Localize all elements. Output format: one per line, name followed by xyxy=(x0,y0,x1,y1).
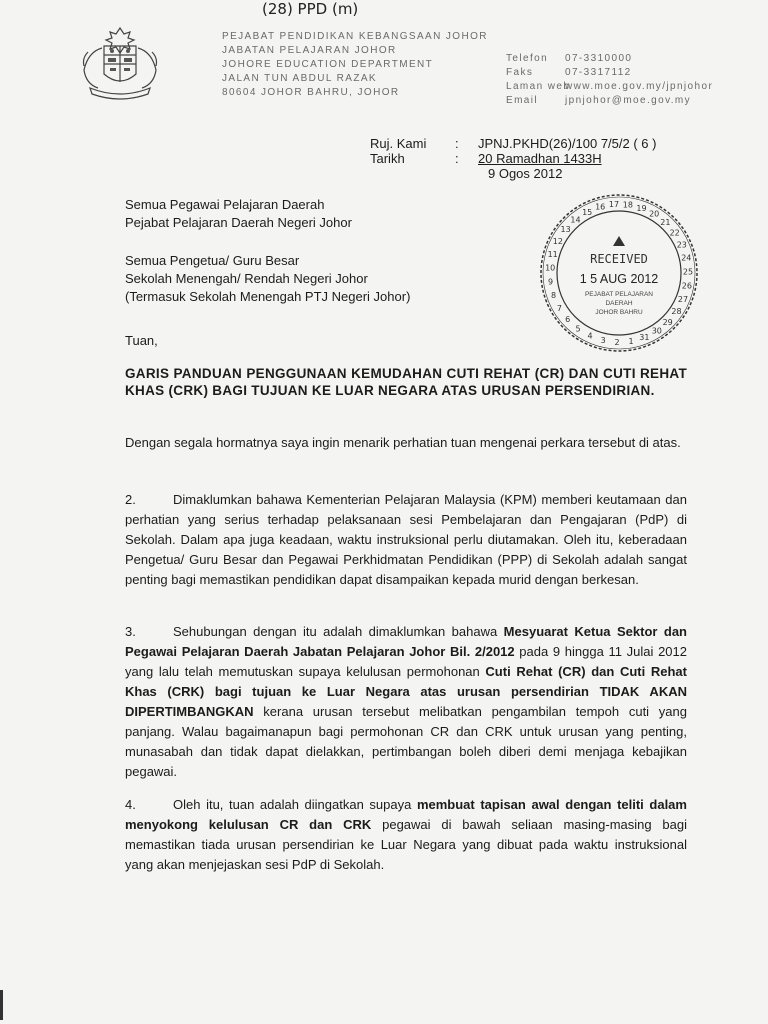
paragraph-2 xyxy=(125,490,687,590)
stamp-ring-number: 2 xyxy=(614,338,620,347)
tarikh-masihi: 9 Ogos 2012 xyxy=(488,166,563,181)
contact-value: jpnjohor@moe.gov.my xyxy=(565,95,692,106)
stamp-ring-number: 21 xyxy=(660,217,671,227)
paragraph-4 xyxy=(125,795,687,875)
contact-value: www.moe.gov.my/jpnjohor xyxy=(565,81,714,92)
contact-value: 07-3310000 xyxy=(565,53,633,64)
recipient-line: Semua Pengetua/ Guru Besar xyxy=(125,253,300,268)
letterhead-organization xyxy=(222,30,488,100)
recipient-line: Semua Pegawai Pelajaran Daerah xyxy=(125,197,325,212)
stamp-line: PEJABAT PELAJARAN xyxy=(584,291,654,298)
stamp-ring-number: 15 xyxy=(582,207,593,217)
contact-label: Faks xyxy=(506,67,534,78)
stamp-ring-number: 19 xyxy=(636,203,647,213)
stamp-ring-number: 9 xyxy=(547,277,554,287)
stamp-ring-number: 11 xyxy=(547,249,558,259)
arrow-up-icon xyxy=(613,236,625,246)
stamp-ring-number: 31 xyxy=(639,333,650,343)
recipient-line: Pejabat Pelajaran Daerah Negeri Johor xyxy=(125,215,352,230)
stamp-ring-number: 23 xyxy=(676,240,687,250)
stamp-ring-number: 22 xyxy=(669,228,680,238)
stamp-ring-number: 18 xyxy=(622,200,633,210)
intro-paragraph: Dengan segala hormatnya saya ingin menarik perhatian tuan mengenai perkara tersebut di atas. xyxy=(125,435,681,450)
paragraph-3 xyxy=(125,622,687,782)
contact-label: Email xyxy=(506,95,539,106)
colon: : xyxy=(455,151,459,166)
paragraph-text: kerana urusan tersebut melibatkan pengambilan tempoh cuti yang panjang. Walau bagaimanapun bagi permohonan CR dan CRK untuk urusan yang penting, munasabah dan tidak dapat dielakkan, pertimbangan boleh diberi demi menjaga kebajikan pegawai. xyxy=(125,704,687,779)
stamp-ring-number: 20 xyxy=(649,209,660,219)
stamp-ring-number: 24 xyxy=(681,253,692,263)
paragraph-number: 4. xyxy=(125,797,136,812)
contact-label: Telefon xyxy=(506,53,549,64)
stamp-ring-number: 29 xyxy=(662,317,673,327)
paragraph-bold-text: membuat tapisan awal dengan teliti dalam menyokong kelulusan CR dan CRK xyxy=(125,797,687,832)
paragraph-text: pegawai di bawah seliaan masing-masing bagi memastikan tiada urusan persendirian ke Luar Negara yang dibuat pada waktu instruksional yang akan menjejaskan sesi PdP di Sekolah. xyxy=(125,817,687,872)
stamp-ring-number: 26 xyxy=(681,281,692,291)
stamp-ring-number: 1 xyxy=(628,337,634,346)
letterhead-line: JALAN TUN ABDUL RAZAK xyxy=(222,73,377,84)
letterhead-contact-values xyxy=(565,52,713,108)
reference-colons xyxy=(455,136,459,166)
paragraph-text: Dimaklumkan bahawa Kementerian Pelajaran Malaysia (KPM) memberi keutamaan dan perhatian yang serius terhadap pelaksanaan sesi Pembelajaran dan Pengajaran (PdP) di Sekolah. Dalam apa juga keadaan, waktu instruksional perlu diutamakan. Oleh itu, keberadaan Pengetua/ Guru Besar dan Pegawai Perkhidmatan Pendidikan (PPP) di Sekolah adalah sangat penting bagi memastikan pendidikan dapat disampaikan kepada murid dengan berkesan. xyxy=(125,492,687,587)
tarikh-hijri: 20 Ramadhan 1433H xyxy=(478,151,602,166)
stamp-ring-number: 8 xyxy=(551,291,557,301)
recipient-line: (Termasuk Sekolah Menengah PTJ Negeri Johor) xyxy=(125,289,411,304)
stamp-date: 1 5 AUG 2012 xyxy=(579,272,659,286)
recipient-line: Sekolah Menengah/ Rendah Negeri Johor xyxy=(125,271,368,286)
received-stamp xyxy=(538,192,700,354)
colon: : xyxy=(455,136,459,151)
stamp-ring-number: 6 xyxy=(565,315,571,325)
letter-title: GARIS PANDUAN PENGGUNAAN KEMUDAHAN CUTI REHAT (CR) DAN CUTI REHAT KHAS (CRK) BAGI TUJUAN KE LUAR NEGARA ATAS URUSAN PERSENDIRIAN. xyxy=(125,366,687,398)
tarikh-label: Tarikh xyxy=(370,151,405,166)
stamp-ring-number: 28 xyxy=(671,307,682,317)
stamp-ring-number: 12 xyxy=(552,236,563,246)
paragraph-text: Oleh itu, tuan adalah diingatkan supaya xyxy=(173,797,417,812)
handwritten-note: (28) PPD (m) xyxy=(262,0,359,18)
letterhead-line: PEJABAT PENDIDIKAN KEBANGSAAN JOHOR xyxy=(222,31,488,42)
letterhead-contact-labels xyxy=(506,52,570,108)
stamp-ring-number: 16 xyxy=(595,202,606,212)
paragraph-text: Sehubungan dengan itu adalah dimaklumkan bahawa xyxy=(173,624,504,639)
letterhead-line: JABATAN PELAJARAN JOHOR xyxy=(222,45,397,56)
reference-values xyxy=(478,136,656,181)
letterhead-line: 80604 JOHOR BAHRU, JOHOR xyxy=(222,87,400,98)
contact-value: 07-3317112 xyxy=(565,67,632,78)
stamp-ring-number: 7 xyxy=(556,303,562,313)
coat-of-arms-icon xyxy=(68,22,172,104)
stamp-ring-number: 30 xyxy=(651,326,662,336)
stamp-ring-number: 10 xyxy=(545,263,556,273)
stamp-ring-number: 14 xyxy=(570,215,581,225)
stamp-header: RECEIVED xyxy=(590,252,648,266)
paragraph-number: 3. xyxy=(125,624,136,639)
paragraph-bold-text: Mesyuarat Ketua Sektor dan Pegawai Pelajaran Daerah Jabatan Pelajaran Johor Bil. 2/2012 xyxy=(125,624,687,659)
stamp-ring-number: 13 xyxy=(560,225,571,235)
stamp-ring-number: 3 xyxy=(600,336,606,346)
scan-edge-mark xyxy=(0,990,3,1020)
stamp-line: DAERAH xyxy=(605,300,633,307)
stamp-line: JOHOR BAHRU xyxy=(595,309,643,316)
stamp-ring-number: 5 xyxy=(575,324,581,334)
salutation: Tuan, xyxy=(125,333,158,348)
ruj-value: JPNJ.PKHD(26)/100 7/5/2 ( 6 ) xyxy=(478,136,657,151)
ruj-label: Ruj. Kami xyxy=(370,136,427,151)
contact-label: Laman web xyxy=(506,81,571,92)
letterhead-line: JOHORE EDUCATION DEPARTMENT xyxy=(222,59,434,70)
paragraph-text: pada 9 hingga 11 Julai 2012 yang lalu telah memutuskan supaya kelulusan permohonan xyxy=(125,644,687,679)
paragraph-number: 2. xyxy=(125,492,136,507)
reference-labels xyxy=(370,136,426,166)
stamp-ring-number: 17 xyxy=(608,200,620,210)
paragraph-bold-text: Cuti Rehat (CR) dan Cuti Rehat Khas (CRK) bagi tujuan ke Luar Negara atas urusan persendirian TIDAK AKAN DIPERTIMBANGKAN xyxy=(125,664,687,719)
stamp-ring-number: 25 xyxy=(682,267,694,277)
stamp-ring-number: 4 xyxy=(587,331,593,341)
stamp-ring-number: 27 xyxy=(677,294,689,304)
